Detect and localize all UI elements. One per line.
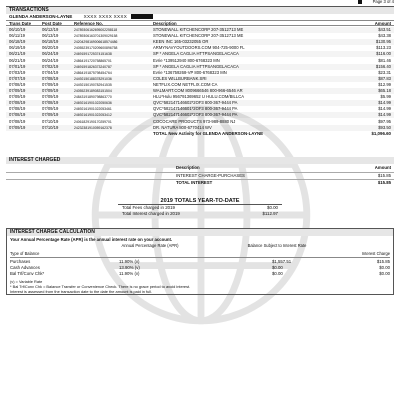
col-trans-date: Trans Date	[9, 21, 31, 26]
transaction-post-date: 07/08/19	[42, 100, 59, 106]
transaction-trans-date: 07/08/19	[9, 112, 26, 118]
transaction-row	[6, 125, 394, 131]
transaction-reference-number: 24789306163701309029158	[74, 34, 118, 39]
transactions-table	[6, 27, 394, 131]
interest-col-description: Description	[176, 165, 200, 170]
transaction-post-date: 07/08/19	[42, 75, 59, 81]
transaction-trans-date: 06/19/19	[9, 45, 26, 51]
transaction-post-date: 07/09/19	[42, 94, 59, 100]
transaction-description: KEEN INC 165-03232055 OR	[153, 39, 209, 45]
transaction-post-date: 07/09/19	[42, 106, 59, 112]
transaction-post-date: 07/04/19	[42, 69, 59, 75]
interest-row-label: INTEREST CHARGE-PURCHASES	[176, 173, 245, 178]
calc-balance-type: Bal Trf/Conv Chk*	[10, 271, 45, 276]
transaction-trans-date: 07/08/19	[9, 118, 26, 124]
marker-square	[358, 0, 362, 4]
transaction-reference-number: 24204298169006618574486	[74, 40, 118, 45]
col-post-date: Post Date	[42, 21, 62, 26]
transaction-description: ARMYNAVYOUTDOORS.COM 904-725-9000 FL	[153, 45, 245, 51]
transaction-amount: $14.99	[378, 106, 391, 112]
transaction-amount: $14.99	[378, 112, 391, 118]
interest-total-amount: $15.85	[377, 180, 391, 185]
transaction-reference-number: 24864191875798454764	[74, 70, 112, 75]
transaction-amount: $130.95	[375, 39, 391, 45]
transaction-post-date: 06/24/19	[42, 51, 59, 57]
calc-subtitle: Your Annual Percentage Rate (APR) is the annual interest rate on your account.	[10, 237, 173, 242]
transaction-trans-date: 06/10/19	[9, 27, 26, 32]
transaction-reference-number: 24492150188378291036	[74, 76, 112, 81]
calc-header-rule	[10, 257, 390, 258]
calc-apr: 11.90% (v)	[119, 271, 140, 276]
page-header-rule	[6, 0, 394, 7]
interest-col-amount: Amount	[374, 165, 391, 170]
transaction-reference-number: 24691591826373240787	[74, 64, 112, 69]
transaction-post-date: 07/10/19	[42, 124, 59, 130]
transaction-description: Evrie *136759268-VP 800-6768323 MN	[153, 69, 227, 75]
interest-row	[6, 172, 394, 179]
ytd-title: 2019 TOTALS YEAR-TO-DATE	[118, 198, 282, 205]
calc-balance-type: Cash Advances	[10, 265, 40, 270]
calc-balance-type: Purchases	[10, 259, 31, 264]
transaction-description: DR. NATURA 800-6770414 WV	[153, 124, 212, 130]
transaction-trans-date: 06/11/19	[9, 33, 25, 39]
calc-apr: 13.90% (v)	[119, 265, 140, 270]
transaction-description: WALMART.COM 8009666546 800-966-6546 AR	[153, 88, 243, 93]
calc-col-type: Type of Balance	[10, 251, 40, 256]
transaction-reference-number: 24232381910059162378	[74, 125, 112, 130]
transaction-trans-date: 07/08/19	[9, 100, 26, 106]
interest-total-label: TOTAL INTEREST	[176, 180, 213, 185]
transaction-trans-date: 06/21/19	[9, 57, 26, 63]
transaction-amount: $116.00	[376, 51, 391, 57]
transaction-post-date: 07/09/19	[42, 112, 59, 118]
transaction-trans-date: 07/03/19	[9, 69, 26, 75]
transaction-post-date: 07/09/19	[42, 81, 59, 87]
account-holder-name: GLENDA ANDERSON-LAYNE	[9, 14, 73, 19]
transaction-post-date: 06/24/19	[42, 57, 59, 63]
calc-legend: (v) = Variable Rate	[10, 279, 43, 284]
transaction-description: STONEWALL KITCHENCORP 207-3512713 ME	[153, 27, 244, 32]
calc-balance-subject: $1,557.51	[272, 259, 292, 264]
redaction-bar	[131, 14, 153, 19]
calc-col-interest: Interest Charge	[361, 251, 390, 256]
transaction-amount: $23.31	[378, 69, 391, 75]
calc-title: INTEREST CHARGE CALCULATION	[7, 229, 393, 236]
transaction-amount: $65.18	[378, 88, 391, 93]
calc-row	[7, 271, 393, 277]
transaction-amount: $156.40	[375, 63, 391, 69]
transaction-reference-number: 24492150190782941535	[74, 82, 112, 87]
interest-row-amount: $15.85	[377, 173, 391, 178]
transaction-trans-date: 07/09/19	[9, 124, 26, 130]
transaction-trans-date: 06/18/19	[9, 39, 26, 45]
ytd-interest-value: $112.97	[262, 211, 278, 216]
transaction-description: COLES WILLBURBANK.SRI	[153, 75, 207, 81]
col-description: Description	[153, 21, 177, 26]
transaction-description: NETFLIX.COM NETFLIX.COM CA	[153, 81, 218, 87]
transaction-amount: $113.23	[376, 45, 391, 51]
transaction-post-date: 07/09/19	[42, 88, 59, 93]
transaction-post-date: 07/02/19	[42, 63, 59, 69]
transaction-trans-date: 07/08/19	[9, 81, 26, 87]
interest-total-row	[6, 179, 394, 186]
transaction-reference-number: 24692161901022050636	[74, 101, 112, 106]
transaction-reference-number: 24843191890798863770	[74, 95, 112, 100]
transactions-header: TRANSACTIONS	[6, 7, 394, 14]
transaction-description: Evrie *139512940 800-6768323 MN	[153, 57, 220, 63]
calc-interest-charge: $0.00	[379, 265, 390, 270]
transaction-description: SP * ANGELA CAGLIA HTTPSANGELACACA	[153, 63, 239, 69]
interest-column-headers	[6, 165, 394, 171]
calc-interest-charge: $15.85	[376, 259, 390, 264]
ytd-fees-label: Total Fees charged in 2019	[122, 205, 175, 210]
transaction-trans-date: 07/09/19	[9, 94, 26, 100]
transactions-total-label: TOTAL New Activity for GLENDA ANDERSON-LAYNE	[153, 131, 264, 136]
transaction-trans-date: 07/01/19	[9, 63, 26, 69]
transaction-description: COCOCARE PRODUCTS 973-989-8880 NJ	[153, 118, 236, 124]
transaction-post-date: 06/13/19	[42, 33, 59, 39]
ytd-interest-row	[118, 211, 282, 217]
transaction-post-date: 06/18/19	[42, 39, 59, 45]
transaction-description: HLU*Hulu 956791369652 U HULU.COM/BILLCA	[153, 94, 245, 100]
transaction-post-date: 06/20/19	[42, 45, 59, 51]
interest-charged-header: INTEREST CHARGED	[6, 157, 394, 164]
transaction-reference-number: 24055239189083151504	[74, 89, 112, 93]
transaction-amount: $87.83	[378, 75, 391, 81]
calc-col-apr: Annual Percentage Rate (APR)	[121, 243, 179, 248]
transaction-amount: $81.46	[378, 57, 391, 63]
transaction-amount: $43.51	[378, 27, 391, 32]
transaction-trans-date: 07/08/19	[9, 106, 26, 112]
transaction-amount: $93.50	[378, 124, 391, 130]
transaction-description: STONEWALL KITCHENCORP 207-3512713 ME	[153, 33, 244, 39]
calc-balance-subject: $0.00	[272, 265, 283, 270]
transaction-reference-number: 24864191720758865701	[74, 58, 112, 63]
transaction-description: QVC*582147146602*2OF3 800-367-9444 PA	[153, 100, 238, 106]
calc-apr: 11.90% (v)	[119, 259, 140, 264]
transaction-post-date: 06/12/19	[42, 27, 59, 32]
transaction-reference-number: 24692161901022053461	[74, 107, 112, 112]
interest-calculation-box	[6, 228, 394, 295]
calc-col-balance: Balance Subject to Interest Rate	[247, 243, 307, 248]
ytd-interest-label: Total Interest charged in 2019	[122, 211, 180, 216]
transaction-reference-number: 24061829190170259701	[74, 119, 112, 124]
col-amount: Amount	[374, 21, 391, 26]
transaction-reference-number: 24691591725374151638	[74, 52, 112, 57]
calc-balance-subject: $0.00	[272, 271, 283, 276]
transaction-description: SP * ANGELA CAGLIA HTTPSANGELACACA	[153, 51, 239, 57]
account-number-masked: XXXX XXXX XXXX	[83, 14, 128, 19]
transaction-reference-number: 24055239170209600896758	[74, 46, 118, 51]
transaction-reference-number: 24692161901022053412	[74, 113, 112, 118]
page-number: Page 3 of 4	[372, 0, 394, 4]
transaction-trans-date: 07/07/19	[9, 75, 26, 81]
transaction-post-date: 07/10/19	[42, 118, 59, 124]
transaction-description: QVC*582147146602*2OF3 800-367-9444 PA	[153, 112, 238, 118]
transaction-amount: $12.99	[378, 81, 391, 87]
transactions-column-headers	[6, 20, 394, 26]
transaction-trans-date: 06/21/19	[9, 51, 26, 57]
transactions-total-row	[6, 131, 394, 137]
ytd-fees-value: $0.00	[267, 205, 278, 210]
calc-interest-charge: $0.00	[379, 271, 390, 276]
transaction-amount: $5.99	[380, 94, 391, 100]
col-reference: Reference No.	[74, 21, 103, 26]
transaction-amount: $43.38	[378, 33, 391, 39]
transaction-amount: $14.99	[378, 100, 391, 106]
calc-footnote-1: * Bal Trf/Conv Chk = Balance Transfer or Convenience Check. There is no grace period to avoid interest.	[10, 284, 191, 289]
transactions-total-amount: $1,096.60	[371, 131, 391, 136]
transaction-description: QVC*582147146601*2OF3 800-367-9444 PA	[153, 106, 238, 112]
transaction-reference-number: 24789306162695002258118	[74, 28, 118, 32]
calc-footnote-2: Interest is assessed from the transaction date to the date the amount is paid in full.	[10, 289, 153, 294]
transaction-amount: $97.95	[378, 118, 391, 124]
transaction-trans-date: 07/09/19	[9, 88, 26, 93]
